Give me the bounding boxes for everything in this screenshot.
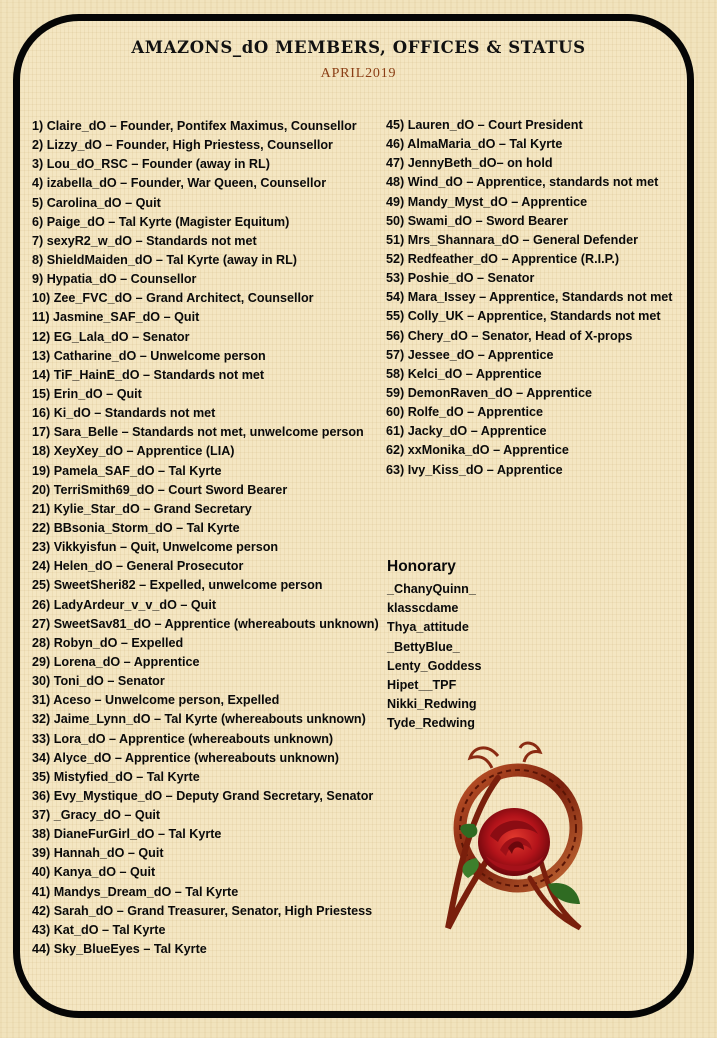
member-entry: 8) ShieldMaiden_dO – Tal Kyrte (away in RL) (32, 252, 297, 267)
member-entry: 44) Sky_BlueEyes – Tal Kyrte (32, 942, 207, 957)
member-entry: 20) TerriSmith69_dO – Court Sword Bearer (32, 482, 288, 497)
honorary-name: Thya_attitude (387, 620, 469, 635)
member-entry: 36) Evy_Mystique_dO – Deputy Grand Secretary, Senator (32, 788, 374, 803)
member-entry: 51) Mrs_Shannara_dO – General Defender (386, 232, 638, 247)
member-entry: 17) Sara_Belle – Standards not met, unwelcome person (32, 425, 364, 440)
page-subtitle: APRIL2019 (320, 66, 397, 81)
member-entry: 24) Helen_dO – General Prosecutor (32, 559, 244, 574)
member-entry: 32) Jaime_Lynn_dO – Tal Kyrte (whereabouts unknown) (32, 712, 366, 727)
member-entry: 5) Carolina_dO – Quit (32, 195, 161, 210)
member-entry: 16) Ki_dO – Standards not met (32, 406, 216, 421)
member-entry: 23) Vikkyisfun – Quit, Unwelcome person (32, 540, 279, 555)
member-entry: 45) Lauren_dO – Court President (386, 118, 583, 132)
member-entry: 19) Pamela_SAF_dO – Tal Kyrte (32, 463, 222, 478)
member-entry: 52) Redfeather_dO – Apprentice (R.I.P.) (386, 251, 620, 266)
member-entry: 33) Lora_dO – Apprentice (whereabouts unknown) (32, 731, 334, 746)
member-entry: 2) Lizzy_dO – Founder, High Priestess, Counsellor (32, 138, 333, 153)
member-entry: 43) Kat_dO – Tal Kyrte (32, 922, 166, 937)
member-entry: 12) EG_Lala_dO – Senator (32, 329, 190, 344)
member-entry: 58) Kelci_dO – Apprentice (386, 366, 542, 381)
member-entry: 18) XeyXey_dO – Apprentice (LIA) (32, 444, 235, 459)
member-entry: 63) Ivy_Kiss_dO – Apprentice (386, 462, 563, 477)
member-entry: 1) Claire_dO – Founder, Pontifex Maximus, Counsellor (32, 119, 357, 133)
member-entry: 30) Toni_dO – Senator (32, 674, 165, 689)
honorary-heading: Honorary (387, 558, 456, 575)
member-entry: 3) Lou_dO_RSC – Founder (away in RL) (32, 157, 270, 172)
member-entry: 26) LadyArdeur_v_v_dO – Quit (32, 597, 217, 612)
member-entry: 53) Poshie_dO – Senator (386, 271, 535, 286)
member-entry: 13) Catharine_dO – Unwelcome person (32, 348, 266, 363)
member-entry: 49) Mandy_Myst_dO – Apprentice (386, 194, 588, 209)
member-entry: 38) DianeFurGirl_dO – Tal Kyrte (32, 827, 222, 842)
member-entry: 60) Rolfe_dO – Apprentice (386, 405, 543, 420)
member-entry: 61) Jacky_dO – Apprentice (386, 424, 547, 439)
honorary-name: klasscdame (387, 601, 459, 616)
honorary-section (387, 558, 481, 734)
members-list-right (386, 116, 673, 480)
member-entry: 10) Zee_FVC_dO – Grand Architect, Counsellor (32, 291, 314, 306)
member-entry: 31) Aceso – Unwelcome person, Expelled (32, 693, 280, 708)
member-entry: 14) TiF_HainE_dO – Standards not met (32, 367, 265, 382)
member-entry: 47) JennyBeth_dO– on hold (386, 156, 553, 171)
page-title: AMAZONS_dO MEMBERS, OFFICES & STATUS (131, 38, 586, 57)
member-entry: 28) Robyn_dO – Expelled (32, 635, 184, 650)
member-entry: 55) Colly_UK – Apprentice, Standards not met (386, 309, 661, 324)
member-entry: 11) Jasmine_SAF_dO – Quit (32, 310, 200, 325)
honorary-name: Lenty_Goddess (387, 658, 482, 673)
rose-emblem-icon (428, 738, 606, 938)
member-entry: 57) Jessee_dO – Apprentice (386, 347, 554, 362)
member-entry: 21) Kylie_Star_dO – Grand Secretary (32, 501, 252, 516)
honorary-name: Nikki_Redwing (387, 697, 477, 712)
member-entry: 42) Sarah_dO – Grand Treasurer, Senator, High Priestess (32, 903, 373, 918)
member-entry: 25) SweetSheri82 – Expelled, unwelcome person (32, 578, 323, 593)
member-entry: 50) Swami_dO – Sword Bearer (386, 213, 568, 228)
member-entry: 27) SweetSav81_dO – Apprentice (whereabouts unknown) (32, 616, 379, 631)
member-entry: 4) izabella_dO – Founder, War Queen, Counsellor (32, 176, 327, 191)
member-entry: 7) sexyR2_w_dO – Standards not met (32, 233, 257, 248)
member-entry: 22) BBsonia_Storm_dO – Tal Kyrte (32, 520, 240, 535)
member-entry: 6) Paige_dO – Tal Kyrte (Magister Equitum) (32, 214, 290, 229)
member-entry: 56) Chery_dO – Senator, Head of X-props (386, 328, 633, 343)
honorary-name: Hipet__TPF (387, 677, 457, 692)
member-entry: 59) DemonRaven_dO – Apprentice (386, 385, 592, 400)
honorary-list (387, 580, 481, 734)
honorary-name: _BettyBlue_ (387, 639, 460, 654)
member-entry: 40) Kanya_dO – Quit (32, 865, 156, 880)
member-entry: 35) Mistyfied_dO – Tal Kyrte (32, 769, 200, 784)
member-entry: 41) Mandys_Dream_dO – Tal Kyrte (32, 884, 239, 899)
member-entry: 9) Hypatia_dO – Counsellor (32, 272, 197, 287)
member-entry: 34) Alyce_dO – Apprentice (whereabouts unknown) (32, 750, 339, 765)
member-entry: 46) AlmaMaria_dO – Tal Kyrte (386, 137, 563, 152)
member-entry: 48) Wind_dO – Apprentice, standards not met (386, 175, 659, 190)
honorary-name: _ChanyQuinn_ (387, 582, 476, 596)
member-entry: 37) _Gracy_dO – Quit (32, 808, 161, 823)
member-entry: 39) Hannah_dO – Quit (32, 846, 164, 861)
member-entry: 62) xxMonika_dO – Apprentice (386, 443, 569, 458)
member-entry: 29) Lorena_dO – Apprentice (32, 654, 200, 669)
member-entry: 15) Erin_dO – Quit (32, 386, 142, 401)
member-entry: 54) Mara_Issey – Apprentice, Standards not met (386, 290, 673, 305)
honorary-name: Tyde_Redwing (387, 716, 475, 731)
members-list-left (32, 117, 379, 959)
